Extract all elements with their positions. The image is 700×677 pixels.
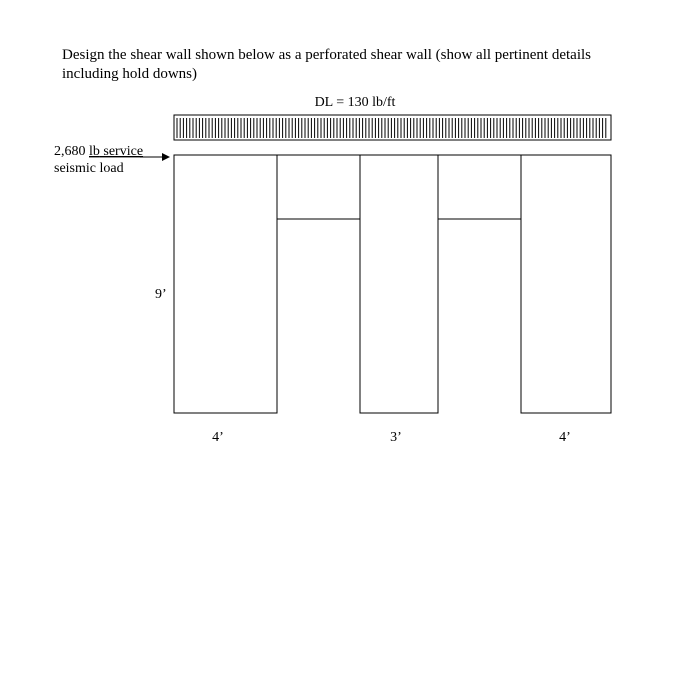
seismic-load-arrow [140,153,170,161]
header-above-opening-left [277,155,360,219]
wall-pier-left [174,155,277,413]
distributed-load-bar [174,115,611,140]
seismic-load-service: service [99,144,144,159]
segment-width-label-left: 4’ [212,430,224,445]
dead-load-label: DL = 130 lb/ft [314,95,396,110]
segment-width-label-right: 4’ [559,430,571,445]
seismic-load-unit: lb [89,144,100,159]
header-above-opening-right [438,155,521,219]
wall-pier-right [521,155,611,413]
seismic-load-value: 2,680 [54,144,89,159]
seismic-load-label-line2: seismic load [54,161,124,176]
wall-height-label: 9’ [155,287,167,302]
segment-width-label-center: 3’ [390,430,402,445]
wall-pier-center [360,155,438,413]
seismic-load-label-line1 [54,144,143,159]
problem-statement: Design the shear wall shown below as a perforated shear wall (show all pertinent details including hold downs) [62,47,591,82]
